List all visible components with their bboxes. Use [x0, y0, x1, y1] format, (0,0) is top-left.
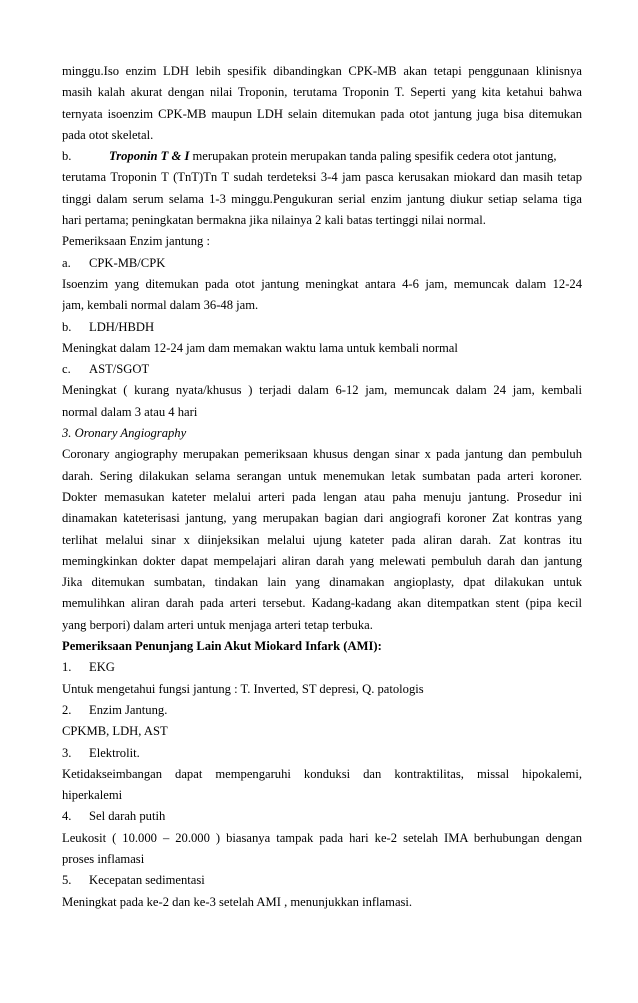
list-marker: a. — [62, 255, 71, 270]
paragraph-line: CPKMB, LDH, AST — [62, 724, 168, 739]
list-item-label: Elektrolit. — [89, 745, 140, 760]
paragraph-line: masih kalah akurat dengan nilai Troponin, terutama Troponin T. Seperti yang kita ketahui bahwa — [62, 85, 582, 100]
paragraph-line: dinamakan kateterisasi jantung, yang merupakan bagian dari angiografi koroner Zat kontras yang — [62, 511, 582, 526]
paragraph-line: Meningkat dalam 12-24 jam dam memakan waktu lama untuk kembali normal — [62, 340, 458, 355]
paragraph-line: Meningkat pada ke-2 dan ke-3 setelah AMI , menunjukkan inflamasi. — [62, 894, 413, 909]
list-marker: 5. — [62, 873, 72, 888]
paragraph-line: pada otot skeletal. — [62, 127, 154, 142]
paragraph-line: yang berpori) dalam arteri untuk menjaga arteri tetap terbuka. — [62, 617, 373, 632]
list-marker: 2. — [62, 702, 72, 717]
list-marker: 4. — [62, 809, 72, 824]
paragraph-line: normal dalam 3 atau 4 hari — [62, 404, 198, 419]
list-item-cpk — [62, 253, 582, 274]
list-marker: 3. — [62, 745, 72, 760]
paragraph-line: memulihkan aliran darah pada arteri tersebut. Kadang-kadang akan ditempatkan stent (pipa kecil — [62, 596, 582, 611]
paragraph-line: ternyata isoenzim CPK-MB maupun LDH selain ditemukan pada otot jantung juga bisa ditemukan — [62, 106, 582, 121]
paragraph-line: darah. Sering dilakukan selama serangan untuk menemukan letak sumbatan pada arteri koroner. — [62, 468, 582, 483]
list-item-sel-darah — [62, 806, 582, 827]
list-item-ast — [62, 359, 582, 380]
list-marker: c. — [62, 362, 71, 377]
paragraph-line: hari pertama; peningkatan bermakna jika nilainya 2 kali batas tertinggi nilai normal. — [62, 213, 486, 228]
list-item-ekg — [62, 657, 582, 678]
list-item-sedimentasi — [62, 870, 582, 891]
paragraph-line: terlihat melalui sinar x diinjeksikan melalui ujung kateter pada aliran darah. Zat kontras itu — [62, 532, 582, 547]
list-item-label: Enzim Jantung. — [89, 702, 168, 717]
paragraph-line: Dokter memasukan kateter melalui arteri pada lengan atau paha menuju jantung. Prosedur ini — [62, 489, 582, 504]
paragraph-line: Ketidakseimbangan dapat mempengaruhi konduksi dan kontraktilitas, missal hipokalemi, — [62, 766, 582, 781]
list-item-label: CPK-MB/CPK — [89, 255, 166, 270]
list-marker: 1. — [62, 660, 72, 675]
paragraph-line: Isoenzim yang ditemukan pada otot jantung meningkat antara 4-6 jam, memuncak dalam 12-24 — [62, 276, 582, 291]
list-item-enzim — [62, 700, 582, 721]
list-item-label: EKG — [89, 660, 115, 675]
section-heading-angiography: 3. Oronary Angiography — [62, 426, 187, 441]
paragraph-line: jam, kembali normal dalam 36-48 jam. — [62, 298, 259, 313]
troponin-description: merupakan protein merupakan tanda paling spesifik cedera otot jantung, — [192, 149, 557, 164]
list-marker: b. — [62, 149, 72, 164]
list-item-troponin — [62, 146, 582, 167]
paragraph-line: minggu.Iso enzim LDH lebih spesifik dibandingkan CPK-MB akan tetapi penggunaan klinisnya — [62, 64, 582, 78]
paragraph-line: proses inflamasi — [62, 851, 145, 866]
list-item-label: AST/SGOT — [89, 362, 150, 377]
paragraph-line: memingkinkan dokter dapat mempelajari aliran darah yang melewati pembuluh darah dan jantung — [62, 553, 582, 568]
paragraph-line: hiperkalemi — [62, 788, 123, 803]
paragraph-line: Leukosit ( 10.000 – 20.000 ) biasanya tampak pada hari ke-2 setelah IMA berhubungan dengan — [62, 830, 582, 845]
paragraph-line: Coronary angiography merupakan pemeriksaan khusus dengan sinar x pada jantung dan pembuluh — [62, 447, 582, 462]
paragraph-line: Untuk mengetahui fungsi jantung : T. Inverted, ST depresi, Q. patologis — [62, 681, 424, 696]
list-item-label: Sel darah putih — [89, 809, 166, 824]
paragraph-line: terutama Troponin T (TnT)Tn T sudah terdeteksi 3-4 jam pasca kerusakan miokard dan masih tetap — [62, 170, 582, 185]
list-item-label: LDH/HBDH — [89, 319, 155, 334]
paragraph-line: Meningkat ( kurang nyata/khusus ) terjadi dalam 6-12 jam, memuncak dalam 24 jam, kembali — [62, 383, 582, 398]
list-item-label: Kecepatan sedimentasi — [89, 873, 205, 888]
list-marker: b. — [62, 319, 72, 334]
list-item-elektrolit — [62, 743, 582, 764]
paragraph-line: tinggi dalam serum selama 1-3 minggu.Pengukuran serial enzim jantung diukur setiap selama tiga — [62, 191, 582, 206]
list-item-ldh — [62, 317, 582, 338]
section-heading-enzim: Pemeriksaan Enzim jantung : — [62, 234, 210, 249]
section-heading-ami: Pemeriksaan Penunjang Lain Akut Miokard Infark (AMI): — [62, 639, 382, 654]
troponin-term: Troponin T & I — [109, 149, 190, 164]
paragraph-line: Jika ditemukan sumbatan, tindakan lain yang dinamakan angioplasty, dpat dilakukan untuk — [62, 575, 582, 590]
